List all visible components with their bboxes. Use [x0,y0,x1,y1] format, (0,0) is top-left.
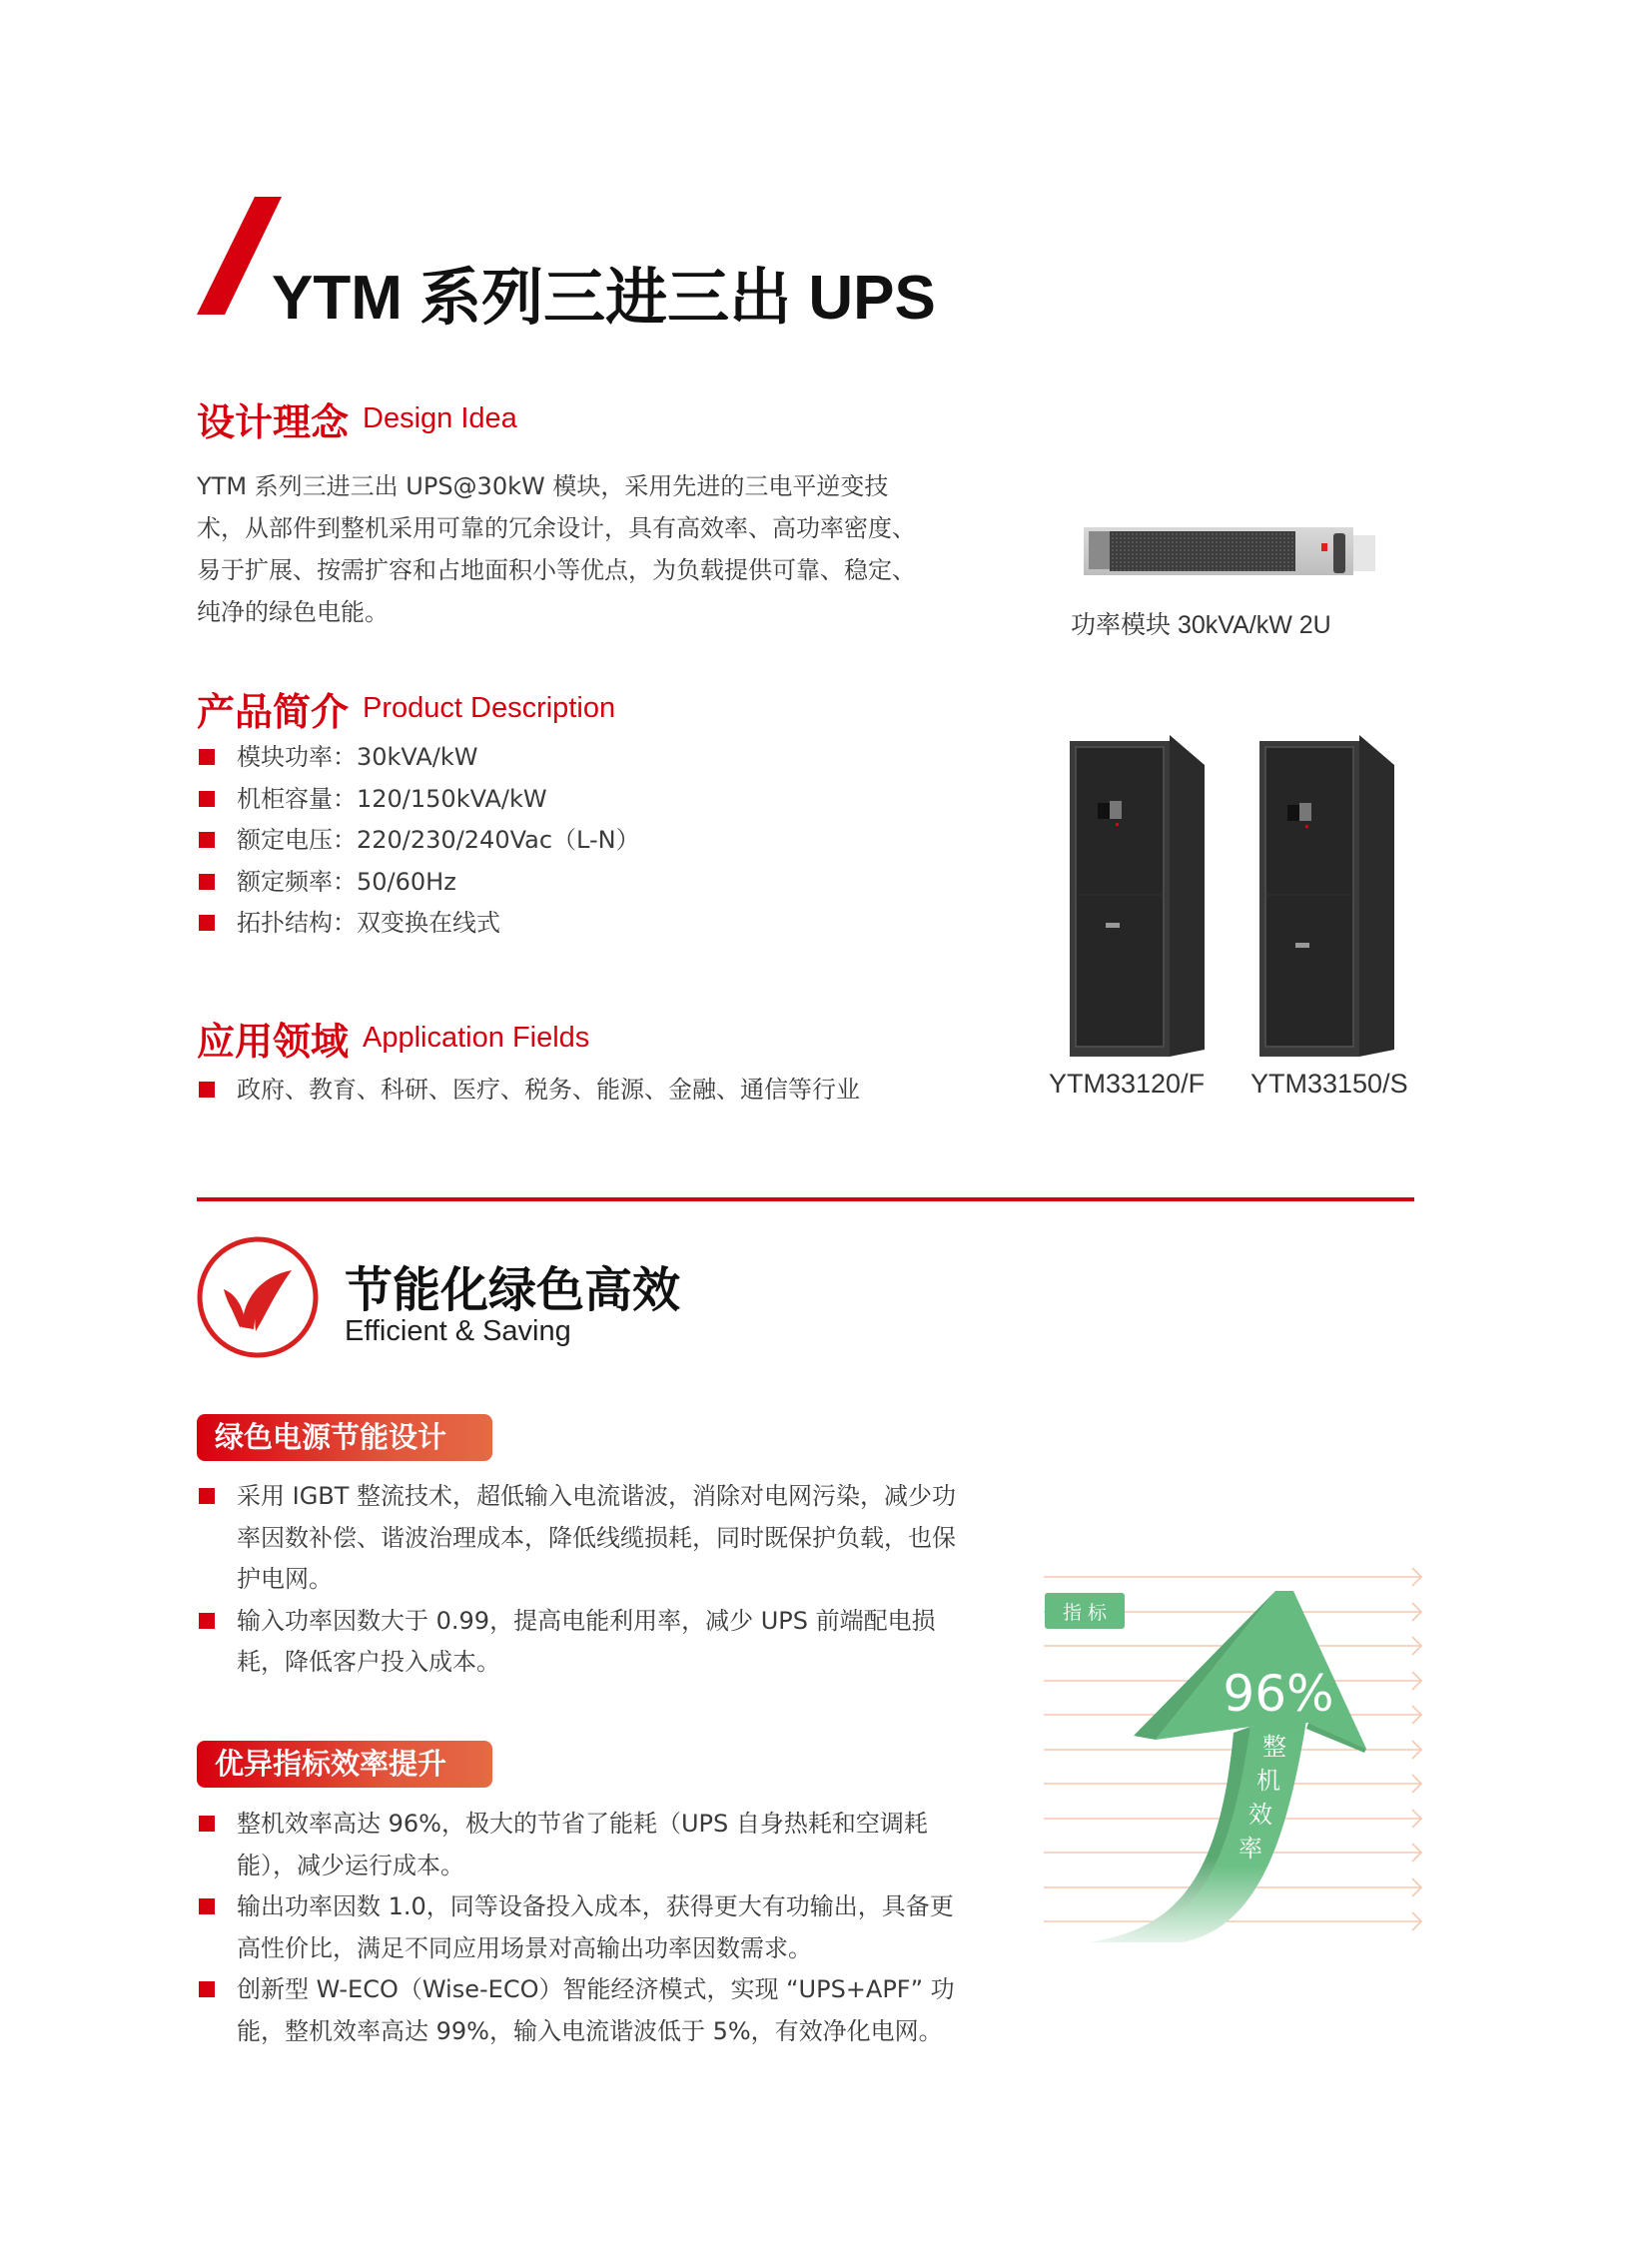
application-fields-heading [197,1011,589,1066]
application-fields-list [197,1070,860,1112]
list-item: 额定频率：50/60Hz [197,862,640,904]
cabinet-caption-ytm33150: YTM33150/S [1250,1069,1408,1099]
design-idea-line: YTM 系列三进三出 UPS@30kW 模块，采用先进的三电平逆变技 [197,472,889,500]
efficiency-subtitle: Efficient & Saving [345,1315,571,1347]
design-idea-paragraph [197,465,976,633]
list-item: 采用 IGBT 整流技术，超低输入电流谐波，消除对电网污染，减少功率因数补偿、谐波治理成本，降低线缆损耗，同时既保护负载，也保护电网。 [197,1476,976,1601]
design-idea-heading [197,391,517,446]
efficiency-boost-list [197,1804,976,2052]
power-module-image [1084,521,1375,579]
efficiency-arrow-graphic [1029,1543,1428,1942]
leaf-icon [196,1235,320,1359]
efficiency-title: 节能化绿色高效 [345,1262,681,1318]
design-idea-line: 纯净的绿色电能。 [197,598,389,626]
bullet-square-icon [199,1816,215,1832]
bullet-square-icon [199,749,215,765]
list-item: 拓扑结构：双变换在线式 [197,903,640,945]
design-idea-title-en: Design Idea [363,402,517,434]
design-idea-line: 易于扩展、按需扩容和占地面积小等优点，为负载提供可靠、稳定、 [197,556,916,584]
efficiency-label-char: 率 [1239,1835,1262,1863]
bullet-square-icon [199,1613,215,1629]
list-item: 政府、教育、科研、医疗、税务、能源、金融、通信等行业 [197,1070,860,1112]
page-title: YTM 系列三进三出 UPS [272,264,936,333]
bullet-square-icon [199,874,215,890]
indicator-tag: 指 标 [1062,1602,1108,1624]
product-description-heading [197,681,615,736]
design-idea-title-cn: 设计理念 [197,400,350,444]
bullet-square-icon [199,1981,215,1997]
application-fields-title-en: Application Fields [363,1022,590,1054]
green-design-list [197,1476,976,1684]
product-description-title-cn: 产品简介 [197,690,350,734]
efficiency-value: 96% [1223,1665,1334,1723]
cabinet-caption-ytm33120: YTM33120/F [1049,1069,1206,1099]
efficiency-label-char: 整 [1262,1733,1286,1761]
efficiency-label-char: 效 [1248,1801,1272,1829]
bullet-square-icon [199,1082,215,1098]
list-item: 创新型 W-ECO（Wise-ECO）智能经济模式，实现 “UPS+APF” 功能，整机效率高达 99%，输入电流谐波低于 5%，有效净化电网。 [197,1969,976,2052]
title-slash-decoration [197,197,282,315]
cabinet-image-ytm33120 [1070,735,1205,1057]
green-design-badge: 绿色电源节能设计 [197,1414,492,1461]
list-item: 输出功率因数 1.0，同等设备投入成本，获得更大有功输出，具备更高性价比，满足不同应用场景对高输出功率因数需求。 [197,1886,976,1969]
product-spec-list [197,737,640,945]
design-idea-line: 术，从部件到整机采用可靠的冗余设计，具有高效率、高功率密度、 [197,514,916,542]
cabinet-image-ytm33150 [1259,735,1394,1057]
list-item: 模块功率：30kVA/kW [197,737,640,779]
bullet-square-icon [199,1898,215,1914]
bullet-square-icon [199,791,215,807]
section-divider [197,1197,1414,1201]
bullet-square-icon [199,915,215,931]
power-module-caption: 功率模块 30kVA/kW 2U [1071,611,1331,639]
list-item: 额定电压：220/230/240Vac（L-N） [197,820,640,862]
efficiency-boost-badge: 优异指标效率提升 [197,1741,492,1788]
efficiency-label-char: 机 [1256,1767,1280,1795]
list-item: 机柜容量：120/150kVA/kW [197,779,640,821]
bullet-square-icon [199,832,215,848]
list-item: 输入功率因数大于 0.99，提高电能利用率，减少 UPS 前端配电损耗，降低客户投入成本。 [197,1601,976,1684]
application-fields-title-cn: 应用领域 [197,1020,350,1064]
product-description-title-en: Product Description [363,692,616,724]
bullet-square-icon [199,1488,215,1504]
list-item: 整机效率高达 96%，极大的节省了能耗（UPS 自身热耗和空调耗能），减少运行成本。 [197,1804,976,1886]
